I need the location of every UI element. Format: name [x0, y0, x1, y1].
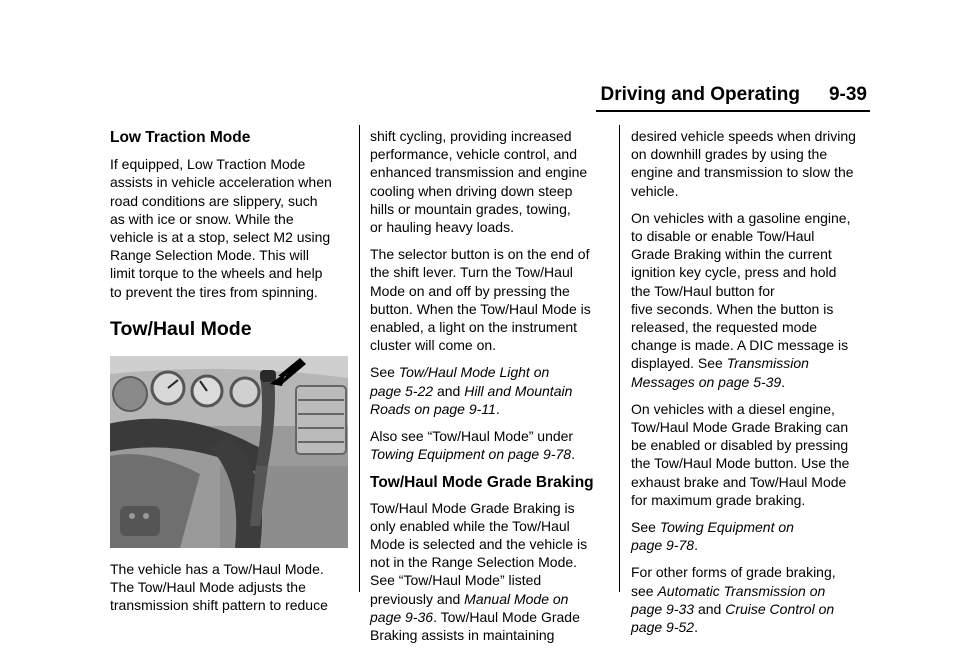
heading-grade-braking: Tow/Haul Mode Grade Braking	[370, 474, 594, 492]
text-line	[631, 354, 869, 372]
text-line: Mode on and off by pressing the	[370, 282, 570, 299]
paragraph	[110, 155, 350, 301]
text-line: road conditions are slippery, such	[110, 192, 318, 209]
text: displayed. See	[631, 355, 727, 372]
paragraph	[110, 560, 350, 615]
text-line: or hauling heavy loads.	[370, 219, 514, 236]
cross-reference-link[interactable]: page 9-33	[631, 600, 695, 617]
text-line: ignition key cycle, press and hold	[631, 264, 837, 281]
column-1	[110, 127, 350, 624]
cross-reference-link[interactable]: Messages on page 5-39	[631, 373, 782, 390]
page-header	[596, 80, 870, 112]
text-line	[631, 618, 869, 636]
text-line: enhanced transmission and engine	[370, 164, 588, 181]
text-line: as with ice or snow. While the	[110, 210, 294, 227]
text-line: The vehicle has a Tow/Haul Mode.	[110, 561, 324, 578]
cross-reference-link[interactable]: Towing Equipment on page 9-78	[370, 446, 572, 463]
text: . Tow/Haul Mode Grade	[433, 608, 580, 625]
text-line: engine and transmission to slow the	[631, 164, 854, 181]
text-line	[631, 582, 869, 600]
text-line: limit torque to the wheels and help	[110, 265, 323, 282]
cross-reference-link[interactable]: page 9-78	[631, 537, 695, 554]
text-line	[631, 373, 869, 391]
text-line: change is made. A DIC message is	[631, 337, 849, 354]
cross-reference-link[interactable]: page 9-36	[370, 608, 434, 625]
text-line: the shift lever. Turn the Tow/Haul	[370, 264, 573, 281]
cross-reference-link[interactable]: page 9-52	[631, 619, 695, 636]
text-line: Mode is selected and the vehicle is	[370, 536, 588, 553]
text-line	[370, 363, 608, 381]
text-line: exhaust brake and Tow/Haul Mode	[631, 473, 847, 490]
text-line: assists in vehicle acceleration when	[110, 174, 332, 191]
cross-reference-link[interactable]: Automatic Transmission on	[657, 582, 826, 599]
paragraph	[370, 363, 608, 418]
cross-reference-link[interactable]: Transmission	[726, 355, 809, 372]
cross-reference-link[interactable]: Cruise Control on	[725, 600, 835, 617]
text-line: cluster will come on.	[370, 337, 497, 354]
text: .	[694, 537, 698, 554]
text-line: Range Selection Mode. This will	[110, 247, 309, 264]
text-line: desired vehicle speeds when driving	[631, 128, 856, 144]
paragraph	[370, 427, 608, 463]
section-title: Driving and Operating	[600, 84, 800, 105]
text-line	[370, 382, 608, 400]
text: .	[495, 400, 500, 417]
heading-low-traction-mode: Low Traction Mode	[110, 129, 251, 146]
text-line: only enabled while the Tow/Haul	[370, 517, 570, 534]
text-line	[370, 590, 608, 608]
text-line: the Tow/Haul button for	[631, 282, 775, 299]
shift-lever-photo	[110, 356, 348, 548]
text: .	[781, 373, 786, 390]
text-line: vehicle is at a stop, select M2 using	[110, 229, 331, 246]
cross-reference-link[interactable]: Roads on page 9-11	[370, 400, 496, 417]
text: and	[694, 600, 726, 617]
column-3	[631, 127, 869, 645]
text-line: On vehicles with a diesel engine,	[631, 400, 835, 417]
text-line: not in the Range Selection Mode.	[370, 554, 578, 571]
text-line: Also see “Tow/Haul Mode” under	[370, 428, 574, 445]
cross-reference-link[interactable]: Tow/Haul Mode Light on	[398, 364, 550, 381]
text-line: released, the requested mode	[631, 319, 818, 336]
text-line: hills or mountain grades, towing,	[370, 200, 571, 217]
text-line	[370, 400, 608, 418]
text-line: enabled, a light on the instrument	[370, 319, 578, 336]
cross-reference-link[interactable]: Manual Mode on	[464, 590, 569, 607]
text-line	[631, 518, 869, 536]
paragraph	[631, 518, 869, 554]
text-line: the Tow/Haul Mode button. Use the	[631, 455, 850, 472]
cross-reference-link[interactable]: Hill and Mountain	[464, 382, 573, 399]
text-line	[631, 536, 869, 554]
cross-reference-link[interactable]: Towing Equipment on	[659, 519, 794, 536]
text-line: On vehicles with a gasoline engine,	[631, 209, 851, 226]
paragraph	[631, 400, 869, 509]
text-line: cooling when driving down steep	[370, 182, 573, 199]
page-number: 9-39	[828, 84, 867, 105]
text-line: on downhill grades by using the	[631, 146, 828, 163]
text: .	[694, 619, 698, 636]
heading-tow-haul-mode: Tow/Haul Mode	[110, 317, 252, 340]
text-line: If equipped, Low Traction Mode	[110, 156, 306, 173]
text-line: Grade Braking within the current	[631, 246, 832, 263]
text-line: be enabled or disabled by pressing	[631, 437, 849, 454]
text: See	[631, 519, 660, 536]
text-line: The Tow/Haul Mode adjusts the	[110, 579, 306, 596]
text-line: The selector button is on the end of	[370, 246, 590, 263]
paragraph	[631, 563, 869, 636]
text: previously and	[370, 590, 465, 607]
paragraph	[631, 209, 869, 391]
text-line: Tow/Haul Mode Grade Braking is	[370, 499, 575, 516]
text-line: to disable or enable Tow/Haul	[631, 228, 815, 245]
column-divider	[619, 125, 620, 592]
text-line	[631, 600, 869, 618]
text-line: button. When the Tow/Haul Mode is	[370, 300, 591, 317]
column-divider	[359, 125, 360, 592]
text-line: Tow/Haul Mode Grade Braking can	[631, 419, 849, 436]
text-line: For other forms of grade braking,	[631, 564, 836, 581]
text-line: shift cycling, providing increased	[370, 128, 572, 144]
text-line: transmission shift pattern to reduce	[110, 597, 328, 614]
text: .	[571, 446, 575, 463]
paragraph	[370, 127, 608, 236]
text-line	[370, 608, 608, 626]
paragraph	[370, 245, 608, 354]
column-2	[370, 127, 608, 653]
text-line: Braking assists in maintaining	[370, 627, 555, 644]
text-line: See “Tow/Haul Mode” listed	[370, 572, 542, 589]
text-line: five seconds. When the button is	[631, 300, 834, 317]
text-line: for maximum grade braking.	[631, 491, 806, 508]
text-line	[370, 445, 608, 463]
text: See	[370, 364, 399, 381]
paragraph	[631, 127, 869, 200]
text-line: performance, vehicle control, and	[370, 146, 577, 163]
text: see	[631, 582, 658, 599]
cross-reference-link[interactable]: page 5-22	[370, 382, 434, 399]
text: and	[433, 382, 465, 399]
text-line: to prevent the tires from spinning.	[110, 283, 318, 300]
text-line: vehicle.	[631, 182, 679, 199]
header-rule	[596, 110, 870, 112]
paragraph	[370, 499, 608, 645]
